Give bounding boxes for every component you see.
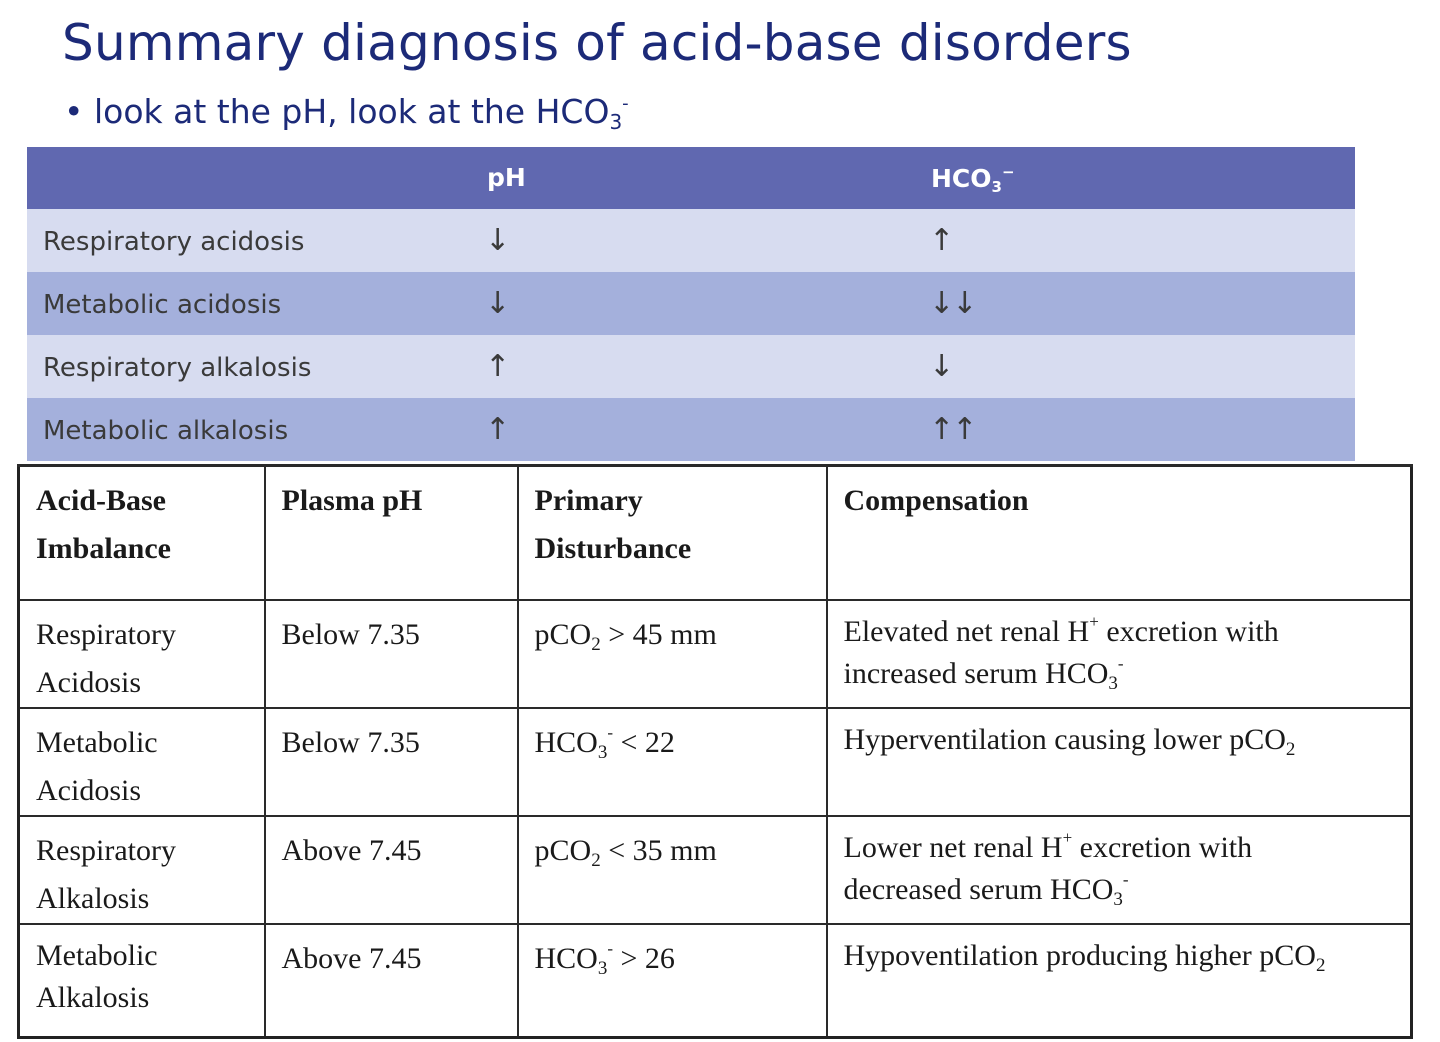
- summary-row-name: Respiratory alkalosis: [43, 353, 312, 383]
- header-hco3-text: HCO: [931, 164, 992, 193]
- compensation-cell: [827, 600, 1412, 708]
- header-primary-line2: Disturbance: [534, 532, 692, 565]
- summary-row-ph-arrow: ↓: [485, 286, 511, 321]
- header-hco3-sub: 3: [991, 178, 1002, 196]
- imbalance-line1: Respiratory: [36, 617, 176, 651]
- summary-row-name: Metabolic alkalosis: [43, 416, 289, 446]
- imbalance-cell: [19, 924, 265, 1038]
- comp-text-b: excretion with: [1072, 830, 1253, 864]
- imbalance-cell: [19, 816, 265, 924]
- comp-text: Hypoventilation producing higher pCO: [843, 938, 1316, 972]
- header-acid-base-imbalance: [19, 466, 265, 600]
- comp-text-c: decreased serum HCO: [843, 872, 1114, 906]
- header-hco3-sup: −: [1001, 163, 1015, 181]
- header-plasma-ph: Plasma pH: [265, 466, 518, 600]
- detail-table: [17, 464, 1413, 1039]
- header-compensation: Compensation: [827, 466, 1412, 600]
- primary-value: < 22: [613, 725, 675, 759]
- summary-row-hco3-arrow: ↓: [929, 349, 953, 384]
- primary-sub: 2: [591, 633, 601, 655]
- comp-sup: +: [1062, 827, 1073, 847]
- plasma-ph-cell: Above 7.45: [265, 816, 518, 924]
- header-primary-line1: Primary: [534, 484, 643, 517]
- header-primary-disturbance: [518, 466, 827, 600]
- primary-sup: -: [607, 938, 614, 958]
- header-imbalance-line2: Imbalance: [36, 532, 171, 565]
- compensation-cell: [827, 816, 1412, 924]
- comp-text-b: excretion with: [1098, 614, 1279, 648]
- table-row: [19, 924, 1412, 1038]
- primary-text: pCO: [534, 833, 592, 867]
- plasma-ph-cell: Above 7.45: [265, 924, 518, 1038]
- imbalance-line2: Acidosis: [36, 773, 141, 807]
- imbalance-line2: Alkalosis: [36, 881, 150, 915]
- header-ph: pH: [487, 163, 526, 192]
- bullet-symbol: •: [64, 92, 84, 131]
- primary-text: HCO: [534, 725, 598, 759]
- imbalance-line1: Metabolic: [36, 725, 158, 759]
- table-row: [19, 816, 1412, 924]
- summary-row-hco3-arrow: ↓↓: [929, 286, 976, 321]
- primary-sub: 3: [597, 957, 608, 979]
- detail-header-row: [19, 466, 1412, 600]
- summary-row: [27, 398, 1355, 461]
- comp-sub: 2: [1285, 738, 1296, 760]
- comp-sup2: -: [1117, 653, 1124, 673]
- summary-row: [27, 209, 1355, 272]
- primary-disturbance-cell: [518, 816, 827, 924]
- plasma-ph-cell: Below 7.35: [265, 708, 518, 816]
- compensation-cell: [827, 708, 1412, 816]
- summary-row-hco3-arrow: ↑↑: [929, 412, 976, 447]
- primary-text: pCO: [534, 617, 592, 651]
- comp-text: Hyperventilation causing lower pCO: [843, 722, 1286, 756]
- comp-text-c: increased serum HCO: [843, 656, 1109, 690]
- summary-table: [27, 147, 1355, 461]
- primary-disturbance-cell: [518, 924, 827, 1038]
- header-imbalance-line1: Acid-Base: [36, 484, 166, 517]
- comp-text: Elevated net renal H: [843, 614, 1090, 648]
- page-title: Summary diagnosis of acid-base disorders: [62, 14, 1132, 72]
- comp-sub: 3: [1113, 888, 1123, 910]
- primary-value: > 45 mm: [600, 617, 717, 651]
- summary-row-hco3-arrow: ↑: [929, 223, 953, 258]
- comp-text: Lower net renal H: [843, 830, 1063, 864]
- summary-row-name: Metabolic acidosis: [43, 290, 282, 320]
- primary-sup: -: [607, 722, 614, 742]
- summary-row-ph-arrow: ↓: [485, 223, 511, 258]
- comp-sup2: -: [1122, 869, 1129, 889]
- primary-disturbance-cell: [518, 600, 827, 708]
- summary-table-header: [27, 147, 1355, 209]
- summary-row-ph-arrow: ↑: [485, 412, 511, 447]
- bullet-subscript: 3: [609, 110, 623, 134]
- summary-row: [27, 335, 1355, 398]
- comp-sup: +: [1089, 611, 1099, 631]
- primary-value: < 35 mm: [600, 833, 717, 867]
- primary-sub: 2: [591, 849, 601, 871]
- imbalance-cell: [19, 708, 265, 816]
- imbalance-line2: Acidosis: [36, 665, 141, 699]
- summary-row-ph-arrow: ↑: [485, 349, 511, 384]
- summary-row-name: Respiratory acidosis: [43, 227, 305, 257]
- imbalance-line2: Alkalosis: [36, 980, 150, 1014]
- primary-disturbance-cell: [518, 708, 827, 816]
- plasma-ph-cell: Below 7.35: [265, 600, 518, 708]
- primary-sub: 3: [597, 741, 608, 763]
- bullet-text: look at the pH, look at the HCO: [93, 92, 610, 131]
- table-row: [19, 708, 1412, 816]
- summary-row: [27, 272, 1355, 335]
- imbalance-cell: [19, 600, 265, 708]
- primary-value: > 26: [613, 941, 675, 975]
- imbalance-line1: Respiratory: [36, 833, 176, 867]
- table-row: [19, 600, 1412, 708]
- bullet-superscript: -: [622, 93, 629, 114]
- primary-text: HCO: [534, 941, 598, 975]
- bullet-point: [64, 92, 629, 134]
- header-hco3: [931, 163, 1015, 196]
- comp-sub: 3: [1108, 672, 1118, 694]
- compensation-cell: [827, 924, 1412, 1038]
- imbalance-line1: Metabolic: [36, 938, 158, 972]
- comp-sub: 2: [1315, 954, 1326, 976]
